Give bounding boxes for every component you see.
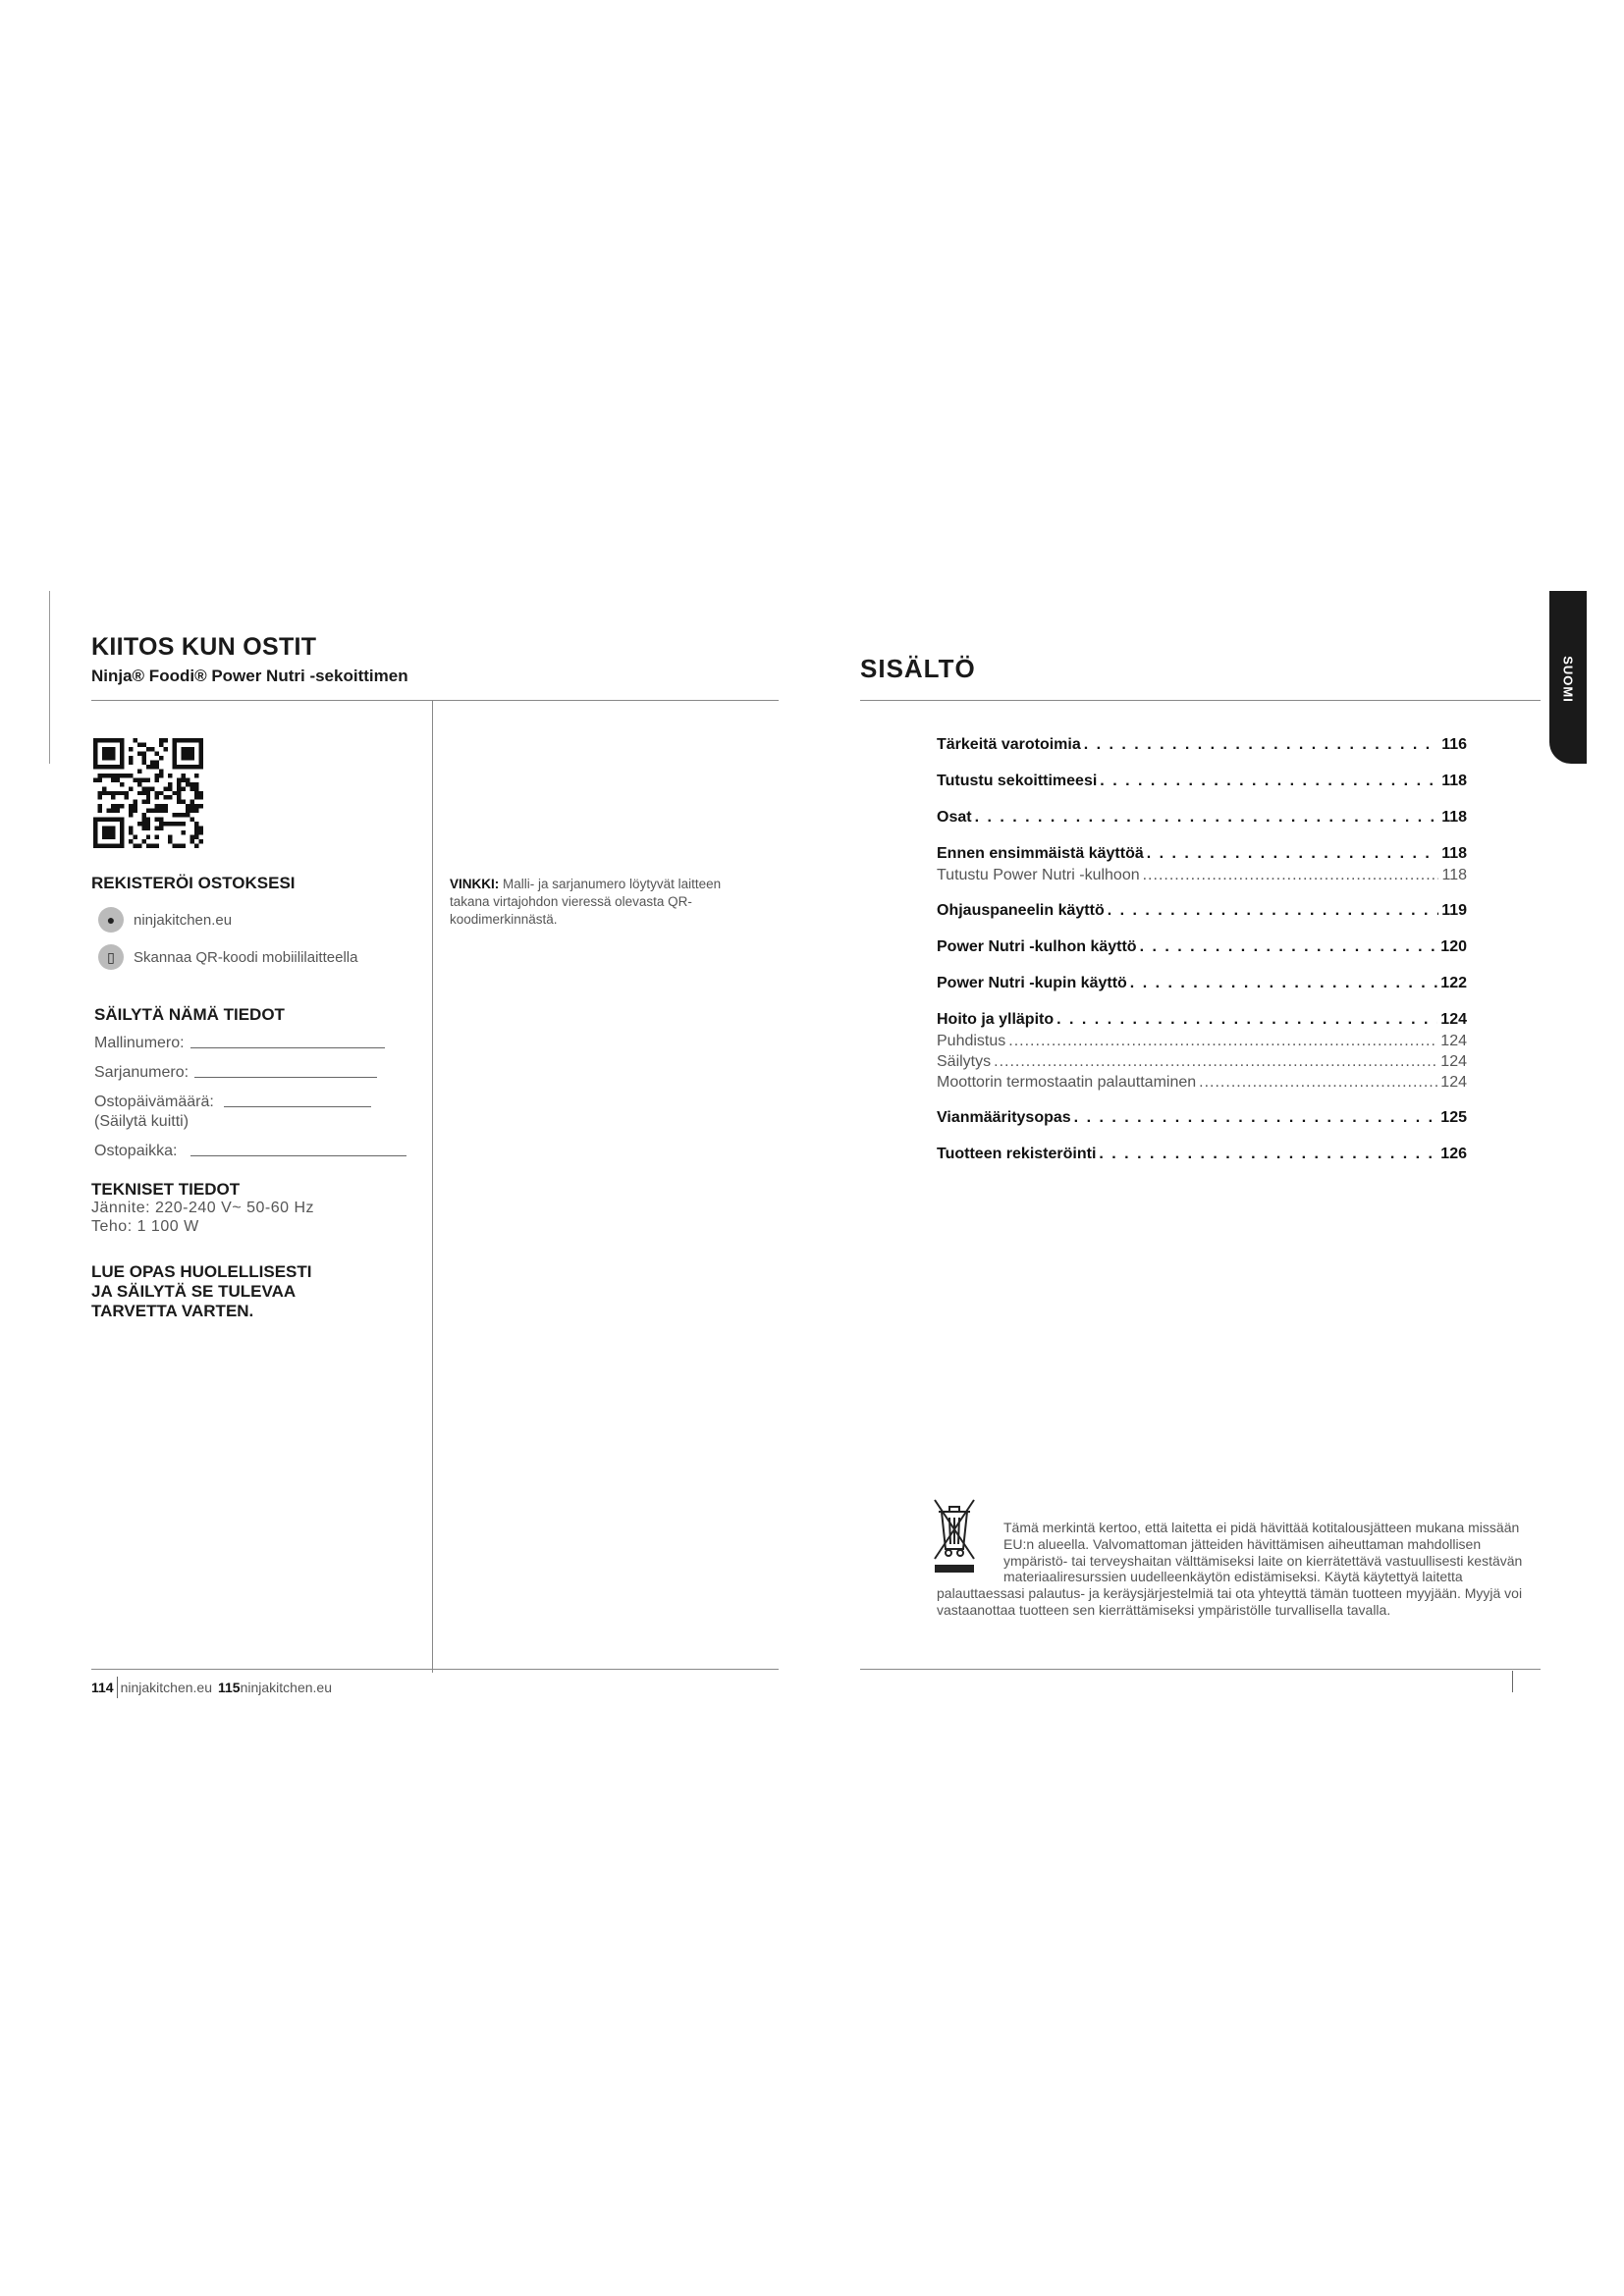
tech-specs-heading: TEKNISET TIEDOT xyxy=(91,1180,241,1199)
toc-entry[interactable] xyxy=(937,973,1467,994)
purchase-place-field xyxy=(94,1143,406,1160)
read-manual-note xyxy=(91,1262,386,1321)
language-tab-label: SUOMI xyxy=(1560,656,1576,703)
purchase-date-line[interactable] xyxy=(224,1105,371,1107)
toc-entry[interactable] xyxy=(937,1009,1467,1031)
toc-leader-dots xyxy=(1199,1072,1437,1093)
page-title: KIITOS KUN OSTIT xyxy=(91,633,317,661)
tech-power: Teho: 1 100 W xyxy=(91,1218,199,1235)
purchase-date-field xyxy=(94,1094,371,1111)
table-of-contents xyxy=(937,734,1467,1165)
weee-disposal-text: Tämä merkintä kertoo, että laitetta ei pidä hävittää kotitalousjätteen mukana missään EU:n alueella. Valvomattoman jätteiden hävittämisen aiheuttaman mahdollisen ympäristö- tai terveyshaitan välttämiseksi laite on kierrätettävä vastuullisesti kestävän materiaaliresurssien uudelleenkäytön edistämiseksi. Käytä käytettyä laitetta palauttaessasi palautus- ja keräysjärjestelmiä tai ota yhteyttä tämän tuotteen myyjään. Myyjä voi vastaanottaa tuotteen sen kierrättämiseksi ympäristölle turvallisella tavalla. xyxy=(937,1520,1523,1618)
toc-entry-label: Power Nutri -kulhon käyttö xyxy=(937,938,1137,955)
serial-number-field xyxy=(94,1064,377,1082)
toc-entry[interactable] xyxy=(937,936,1467,958)
page-subtitle: Ninja® Foodi® Power Nutri -sekoittimen xyxy=(91,667,408,685)
footer-rule xyxy=(91,1669,779,1670)
toc-entry-label: Ohjauspaneelin käyttö xyxy=(937,902,1105,919)
toc-leader-dots xyxy=(1074,1107,1438,1129)
register-website[interactable]: ninjakitchen.eu xyxy=(134,911,233,929)
page-number: 115 xyxy=(218,1680,241,1695)
footer-separator xyxy=(117,1677,118,1698)
toc-entry-page: 124 xyxy=(1440,1011,1467,1028)
register-website-row xyxy=(98,907,232,933)
toc-entry-label: Hoito ja ylläpito xyxy=(937,1011,1055,1028)
serial-number-label: Sarjanumero: xyxy=(94,1064,189,1081)
toc-leader-dots xyxy=(975,807,1439,828)
purchase-place-line[interactable] xyxy=(190,1154,406,1156)
purchase-place-label: Ostopaikka: xyxy=(94,1143,178,1159)
toc-entry-page: 125 xyxy=(1440,1109,1467,1126)
toc-leader-dots xyxy=(994,1051,1437,1072)
model-number-label: Mallinumero: xyxy=(94,1035,185,1051)
toc-leader-dots xyxy=(1130,973,1438,994)
toc-entry-page: 120 xyxy=(1440,938,1467,955)
footer-website[interactable]: ninjakitchen.eu xyxy=(240,1680,332,1695)
footer-website[interactable]: ninjakitchen.eu xyxy=(120,1680,212,1695)
register-qr-row xyxy=(98,944,357,970)
tech-voltage: Jännite: 220-240 V~ 50-60 Hz xyxy=(91,1200,315,1216)
tip-label: VINKKI: xyxy=(450,877,500,891)
toc-entry[interactable] xyxy=(937,1072,1467,1093)
toc-entry-label: Tuotteen rekisteröinti xyxy=(937,1146,1097,1162)
toc-leader-dots xyxy=(1084,734,1438,756)
read-note-line: LUE OPAS HUOLELLISESTI xyxy=(91,1262,312,1281)
toc-entry-page: 124 xyxy=(1440,1033,1467,1049)
page-edge-line xyxy=(49,591,50,764)
toc-entry-label: Tärkeitä varotoimia xyxy=(937,736,1081,753)
tip-note xyxy=(450,876,764,929)
footer xyxy=(91,1677,332,1698)
toc-entry-page: 124 xyxy=(1440,1074,1467,1091)
serial-number-line[interactable] xyxy=(194,1076,377,1078)
toc-entry-page: 118 xyxy=(1441,773,1467,789)
toc-leader-dots xyxy=(1008,1031,1437,1051)
toc-entry-page: 118 xyxy=(1441,809,1467,826)
toc-entry-page: 118 xyxy=(1441,867,1467,883)
toc-entry[interactable] xyxy=(937,734,1467,756)
title-rule xyxy=(860,700,1541,701)
title-rule xyxy=(91,700,779,701)
toc-entry[interactable] xyxy=(937,771,1467,792)
toc-entry[interactable] xyxy=(937,1144,1467,1165)
model-number-field xyxy=(94,1035,385,1052)
mouse-icon: ● xyxy=(98,907,124,933)
toc-entry-label: Vianmääritysopas xyxy=(937,1109,1071,1126)
toc-entry-label: Ennen ensimmäistä käyttöä xyxy=(937,845,1144,862)
language-tab xyxy=(1549,591,1587,764)
toc-entry[interactable] xyxy=(937,807,1467,828)
toc-entry[interactable] xyxy=(937,1051,1467,1072)
read-note-line: JA SÄILYTÄ SE TULEVAA xyxy=(91,1282,297,1301)
toc-leader-dots xyxy=(1100,771,1438,792)
toc-entry-label: Tutustu sekoittimeesi xyxy=(937,773,1098,789)
keep-info-heading: SÄILYTÄ NÄMÄ TIEDOT xyxy=(94,1005,285,1024)
toc-entry-page: 122 xyxy=(1440,975,1467,991)
purchase-date-note: (Säilytä kuitti) xyxy=(94,1113,189,1130)
toc-entry-page: 119 xyxy=(1441,902,1467,919)
toc-entry-label: Osat xyxy=(937,809,972,826)
purchase-date-label: Ostopäivämäärä: xyxy=(94,1094,214,1110)
column-divider xyxy=(432,701,433,1673)
register-heading: REKISTERÖI OSTOKSESI xyxy=(91,874,296,892)
model-number-line[interactable] xyxy=(190,1046,385,1048)
tip-text: Malli- ja sarjanumero löytyvät laitteen takana virtajohdon vieressä olevasta QR-koodimerkinnästä. xyxy=(450,877,722,927)
toc-leader-dots xyxy=(1099,1144,1437,1165)
toc-leader-dots xyxy=(1140,936,1438,958)
toc-entry[interactable] xyxy=(937,843,1467,865)
contents-title: SISÄLTÖ xyxy=(860,654,976,683)
toc-entry-label: Puhdistus xyxy=(937,1033,1006,1049)
toc-entry-page: 124 xyxy=(1440,1053,1467,1070)
toc-leader-dots xyxy=(1108,900,1438,922)
toc-entry-label: Tutustu Power Nutri -kulhoon xyxy=(937,867,1140,883)
toc-entry-label: Säilytys xyxy=(937,1053,992,1070)
toc-leader-dots xyxy=(1147,843,1438,865)
toc-leader-dots xyxy=(1056,1009,1437,1031)
toc-entry-label: Moottorin termostaatin palauttaminen xyxy=(937,1074,1197,1091)
footer-separator xyxy=(1512,1671,1513,1692)
toc-entry-page: 116 xyxy=(1441,736,1467,753)
toc-entry-page: 126 xyxy=(1440,1146,1467,1162)
toc-entry-page: 118 xyxy=(1441,845,1467,862)
footer-rule xyxy=(860,1669,1541,1670)
read-note-line: TARVETTA VARTEN. xyxy=(91,1302,254,1320)
smartphone-icon: ▯ xyxy=(98,944,124,970)
toc-entry-label: Power Nutri -kupin käyttö xyxy=(937,975,1127,991)
qr-code-icon xyxy=(93,738,203,848)
toc-entry[interactable] xyxy=(937,865,1467,885)
toc-leader-dots xyxy=(1143,865,1439,885)
page-number: 114 xyxy=(91,1680,114,1695)
register-qr-text: Skannaa QR-koodi mobiililaitteella xyxy=(134,948,358,966)
toc-entry[interactable] xyxy=(937,900,1467,922)
toc-entry[interactable] xyxy=(937,1031,1467,1051)
toc-entry[interactable] xyxy=(937,1107,1467,1129)
